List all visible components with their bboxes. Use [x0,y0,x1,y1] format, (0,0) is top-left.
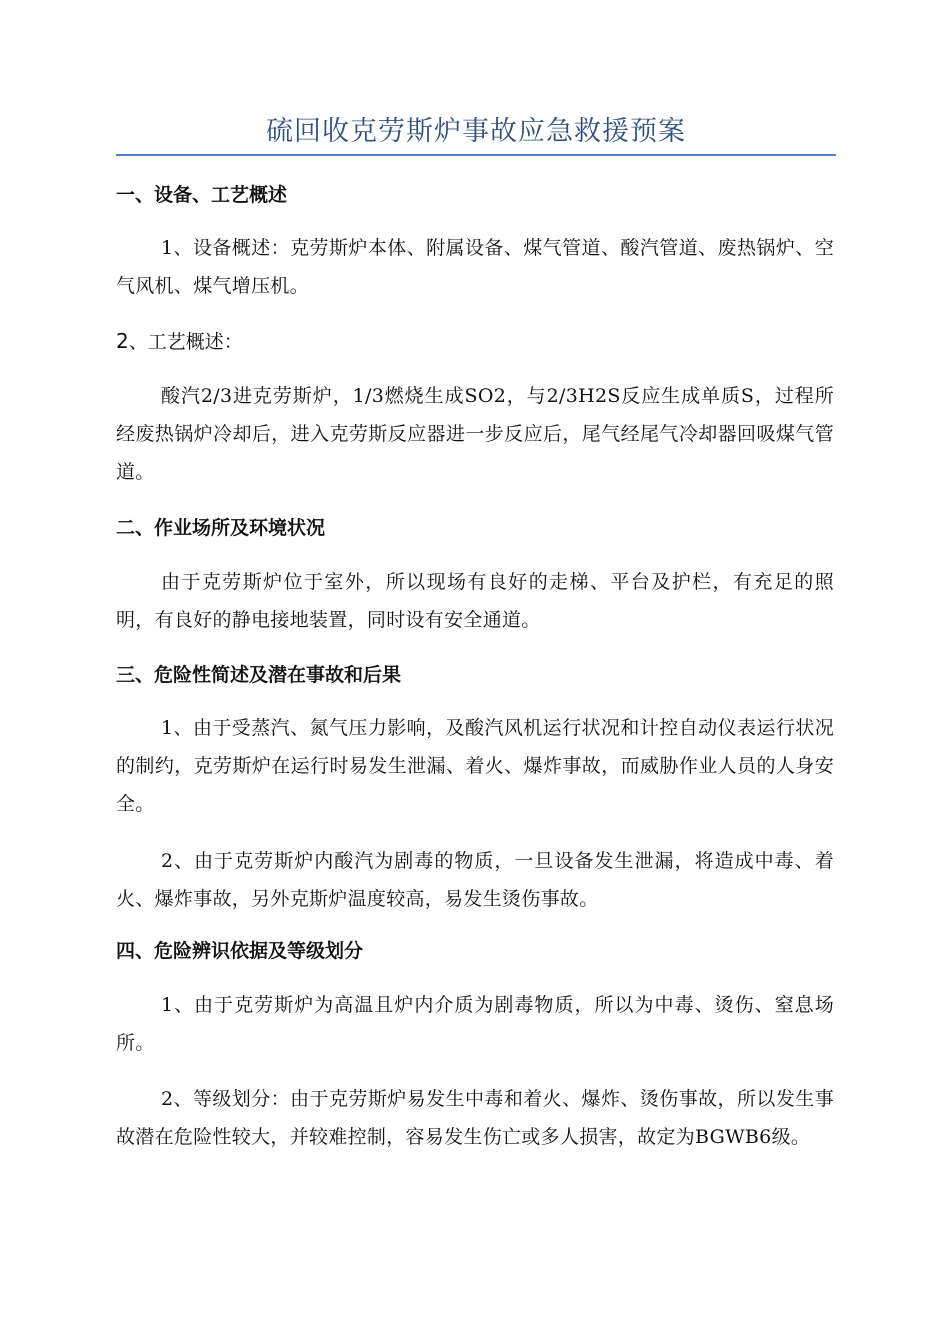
section-3-paragraph-2: 2、由于克劳斯炉内酸汽为剧毒的物质，一旦设备发生泄漏，将造成中毒、着火、爆炸事故，另外克斯炉温度较高，易发生烫伤事故。 [116,850,834,910]
section-1-paragraph-1: 1、设备概述：克劳斯炉本体、附属设备、煤气管道、酸汽管道、废热锅炉、空气风机、煤气增压机。 [116,237,834,297]
section-1-process-paragraph: 酸汽2/3进克劳斯炉，1/3燃烧生成SO2，与2/3H2S反应生成单质S，过程所经废热锅炉冷却后，进入克劳斯反应器进一步反应后，尾气经尾气冷却器回吸煤气管道。 [116,385,834,483]
subheading-text: 、工艺概述： [128,331,243,353]
document-title: 硫回收克劳斯炉事故应急救援预案 [266,116,686,147]
section-3-paragraph-1: 1、由于受蒸汽、氮气压力影响，及酸汽风机运行状况和计控自动仪表运行状况的制约，克劳斯炉在运行时易发生泄漏、着火、爆炸事故，而威胁作业人员的人身安全。 [116,717,834,815]
title-underline [116,154,836,156]
section-4-heading: 四、危险辨识依据及等级划分 [116,940,364,962]
section-4-paragraph-1: 1、由于克劳斯炉为高温且炉内介质为剧毒物质，所以为中毒、烫伤、窒息场所。 [116,994,834,1054]
section-4-paragraph-2: 2、等级划分：由于克劳斯炉易发生中毒和着火、爆炸、烫伤事故，所以发生事故潜在危险性较大，并较难控制，容易发生伤亡或多人损害，故定为BGWB6级。 [116,1088,834,1148]
section-3-heading: 三、危险性简述及潜在事故和后果 [116,664,402,686]
section-2-paragraph-1: 由于克劳斯炉位于室外，所以现场有良好的走梯、平台及护栏，有充足的照明，有良好的静电接地装置，同时设有安全通道。 [116,571,834,631]
section-1-heading: 一、设备、工艺概述 [116,184,288,206]
section-2-heading: 二、作业场所及环境状况 [116,517,326,539]
section-1-subheading [116,326,243,357]
subheading-number: 2 [116,329,129,353]
